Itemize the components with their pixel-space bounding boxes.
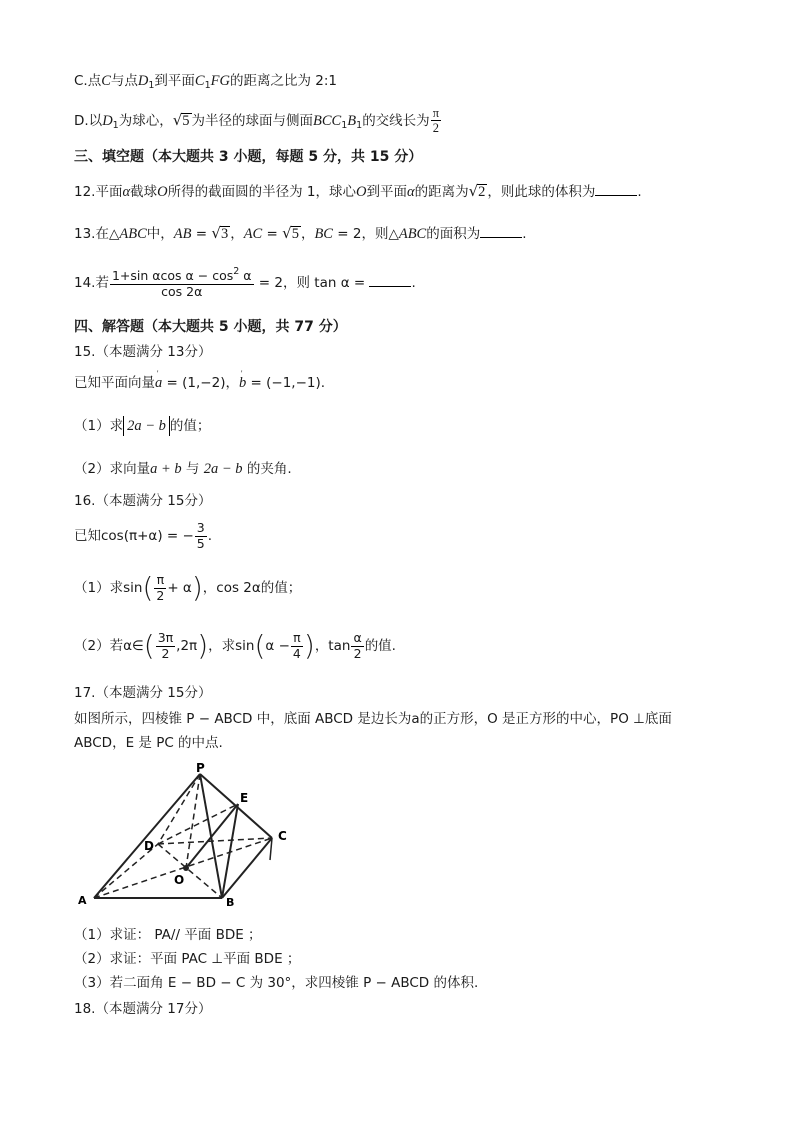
q17-part1: （1）求证： PA// 平面 BDE ；	[74, 927, 262, 943]
q15-header: 15.（本题满分 13分）	[74, 344, 212, 360]
label-c: C	[278, 829, 287, 843]
diagonal-bd	[158, 844, 222, 898]
q15-given: 已知平面向量' a = (1,−2)，' b = (−1,−1).	[74, 374, 325, 392]
q18-header: 18.（本题满分 17分）	[74, 1001, 212, 1017]
q15-part1: （1）求 2a − b 的值；	[74, 418, 211, 434]
question-13: 13.在△ABC中，AB = √3 ，AC = √5 ，BC = 2，则△ABC的面积为 .	[74, 224, 527, 242]
q11-option-c: C.点C与点$D_1$到平面$C_1FG$的距离之比为 2:1	[74, 73, 338, 91]
segment-be	[222, 804, 238, 898]
answer-blank[interactable]	[369, 274, 411, 287]
label-d: D	[144, 839, 154, 853]
answer-blank[interactable]	[595, 183, 637, 196]
label-p: P	[196, 761, 205, 775]
q11-option-d: D.以$D_1$为球心，√5 为半径的球面与侧面$BCC_1B_1$的交线长为 $\frac{\pi}{2}$	[74, 106, 439, 136]
q16-part1: （1）求sin( $\frac{\pi}{2}$ + α)，cos 2α的值；	[74, 571, 302, 604]
answer-blank[interactable]	[480, 225, 522, 238]
q17-desc-line1: 如图所示，四棱锥 P − ABCD 中，底面 ABCD 是边长为a的正方形，O 是正方形的中心，PO ⊥底面	[74, 711, 672, 727]
q16-given: 已知cos(π+α) = − $\frac{3}{5}$ .	[74, 520, 213, 551]
section-3-title: 三、填空题（本大题共 3 小题，每题 5 分，共 15 分）	[74, 149, 423, 165]
pyramid-figure	[74, 760, 314, 910]
q17-part3: （3）若二面角 E − BD − C 为 30°，求四棱锥 P − ABCD 的体积.	[74, 975, 479, 991]
question-12: 12.平面α截球O所得的截面圆的半径为 1，球心O到平面α的距离为√2 ，则此球的体积为 .	[74, 182, 642, 200]
q16-part2: （2）若α∈( $\frac{3\pi}{2}$ ,2π)，求sin(α − $\frac{\pi}{4}$ )，tan $\frac{\alpha}{2}$ 的值.	[74, 629, 396, 662]
q16-header: 16.（本题满分 15分）	[74, 493, 212, 509]
label-b: B	[226, 896, 235, 909]
q17-header: 17.（本题满分 15分）	[74, 685, 212, 701]
point-o	[183, 865, 189, 871]
label-e: E	[240, 791, 249, 805]
q17-part2: （2）求证：平面 PAC ⊥平面 BDE ；	[74, 951, 301, 967]
label-o: O	[174, 873, 185, 887]
q15-part2: （2）求向量a + b 与 2a − b 的夹角.	[74, 461, 292, 477]
q17-desc-line2: ABCD，E 是 PC 的中点.	[74, 735, 223, 751]
section-4-title: 四、解答题（本大题共 5 小题，共 77 分）	[74, 319, 347, 335]
question-14: 14.若 $\frac{1+\sin \alpha\cos \alpha - \cos^2 \alpha}{\cos 2\alpha}$ = 2，则 tan α = .	[74, 266, 416, 299]
label-a: A	[78, 894, 87, 907]
